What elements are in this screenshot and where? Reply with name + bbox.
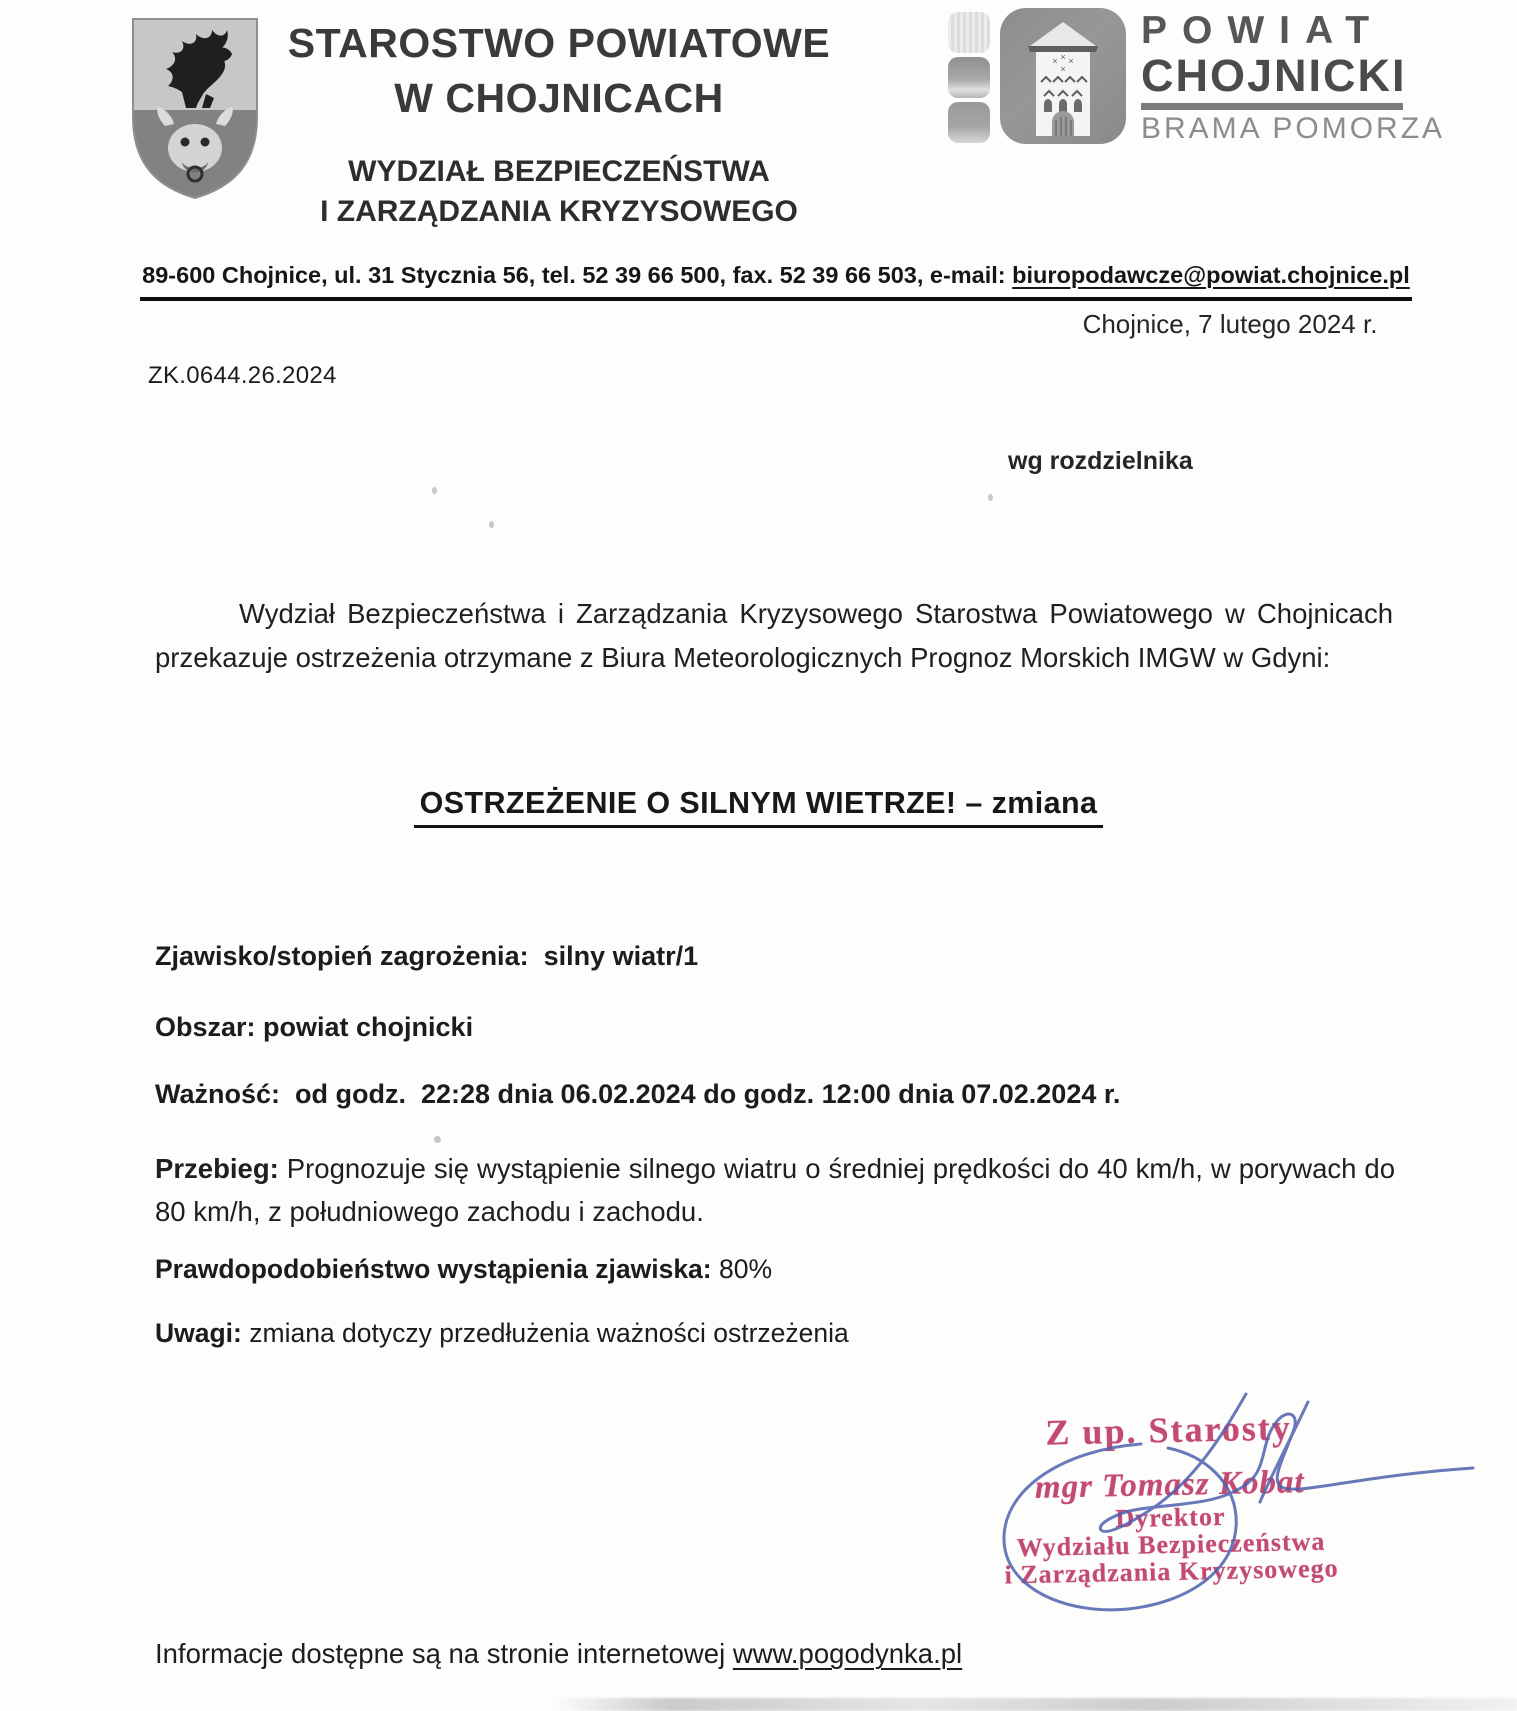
logo-powiat-text: POWIAT [1141, 9, 1385, 52]
scan-speck [434, 1136, 441, 1143]
phenomenon-label: Zjawisko/stopień zagrożenia: [155, 941, 529, 971]
footer-info-line [155, 1638, 962, 1670]
svg-text:×: × [1060, 64, 1066, 74]
probability-label: Prawdopodobieństwo wystąpienia zjawiska: [155, 1254, 712, 1284]
svg-text:×: × [1060, 52, 1066, 62]
svg-text:×: × [1052, 56, 1058, 66]
phenomenon-row [155, 941, 698, 972]
place-and-date: Chojnice, 7 lutego 2024 r. [1082, 309, 1378, 339]
gate-tower-icon [1000, 8, 1126, 144]
address-text: 89-600 Chojnice, ul. 31 Stycznia 56, tel. 52 39 66 500, fax. 52 39 66 503, e-mail: [142, 262, 1013, 288]
validity-value: od godz. 22:28 dnia 06.02.2024 do godz. 12:00 dnia 07.02.2024 r. [295, 1079, 1121, 1109]
stamp-authorization: Z up. Starosty [1045, 1407, 1293, 1453]
org-name-line1: STAROSTWO POWIATOWE [287, 20, 831, 66]
header-divider-rule [140, 297, 1412, 301]
distribution-note: wg rozdzielnika [1008, 447, 1193, 475]
area-row [155, 1012, 473, 1043]
org-name-line2: W CHOJNICACH [394, 75, 724, 121]
logo-chojnicki-text: CHOJNICKI [1141, 50, 1407, 101]
letterhead-titles [278, 16, 840, 232]
probability-value: 80% [719, 1254, 773, 1284]
course-label: Przebieg: [155, 1153, 279, 1184]
chojnice-coat-of-arms-icon [128, 14, 262, 202]
reference-number: ZK.0644.26.2024 [148, 362, 337, 389]
scan-speck [489, 521, 494, 528]
footer-text: Informacje dostępne są na stronie internetowej [155, 1638, 733, 1669]
probability-row [155, 1254, 772, 1285]
contact-address-line [140, 262, 1412, 289]
scan-speck [988, 494, 993, 501]
remarks-value: zmiana dotyczy przedłużenia ważności ostrzeżenia [249, 1318, 849, 1348]
course-row [155, 1147, 1395, 1233]
official-stamp [948, 1403, 1392, 1589]
logo-tagline-text: BRAMA POMORZA [1141, 112, 1446, 145]
stamp-dept-line1: Wydziału Bezpieczeństwa [1016, 1526, 1326, 1563]
scan-smudge [555, 1698, 1517, 1711]
stamp-dept-line2: i Zarządzania Kryzysowego [1004, 1553, 1339, 1590]
area-value: powiat chojnicki [263, 1012, 474, 1042]
powiat-chojnicki-logo [945, 8, 1446, 148]
remarks-row [155, 1318, 849, 1349]
area-label: Obszar: [155, 1012, 256, 1042]
validity-label: Ważność: [155, 1079, 281, 1109]
email-address: biuropodawcze@powiat.chojnice.pl [1012, 262, 1410, 288]
course-value: Prognozuje się wystąpienie silnego wiatru o średniej prędkości do 40 km/h, w porywach do 80 km/h, z południowego zachodu i zachodu. [155, 1153, 1396, 1227]
intro-paragraph: Wydział Bezpieczeństwa i Zarządzania Kryzysowego Starostwa Powiatowego w Chojnicach przekazuje ostrzeżenia otrzymane z Biura Meteorologicznych Prognoz Morskich IMGW w Gdyni: [155, 598, 1393, 673]
svg-text:×: × [1068, 56, 1074, 66]
department-line1: WYDZIAŁ BEZPIECZEŃSTWA [348, 155, 770, 188]
department-line2: I ZARZĄDZANIA KRYZYSOWEGO [320, 195, 798, 228]
phenomenon-value: silny wiatr/1 [543, 941, 699, 971]
stamp-signer-name: mgr Tomasz Kobat [1034, 1464, 1305, 1506]
logo-squares-icon [948, 12, 992, 147]
validity-row [155, 1079, 1120, 1110]
logo-divider [1141, 103, 1403, 110]
warning-title [0, 786, 1517, 828]
warning-title-text: OSTRZEŻENIE O SILNYM WIETRZE! – zmiana [414, 786, 1104, 828]
footer-url: www.pogodynka.pl [732, 1638, 963, 1669]
remarks-label: Uwagi: [155, 1318, 242, 1348]
scan-speck [432, 487, 437, 494]
stamp-signer-title: Dyrektor [1115, 1501, 1226, 1534]
